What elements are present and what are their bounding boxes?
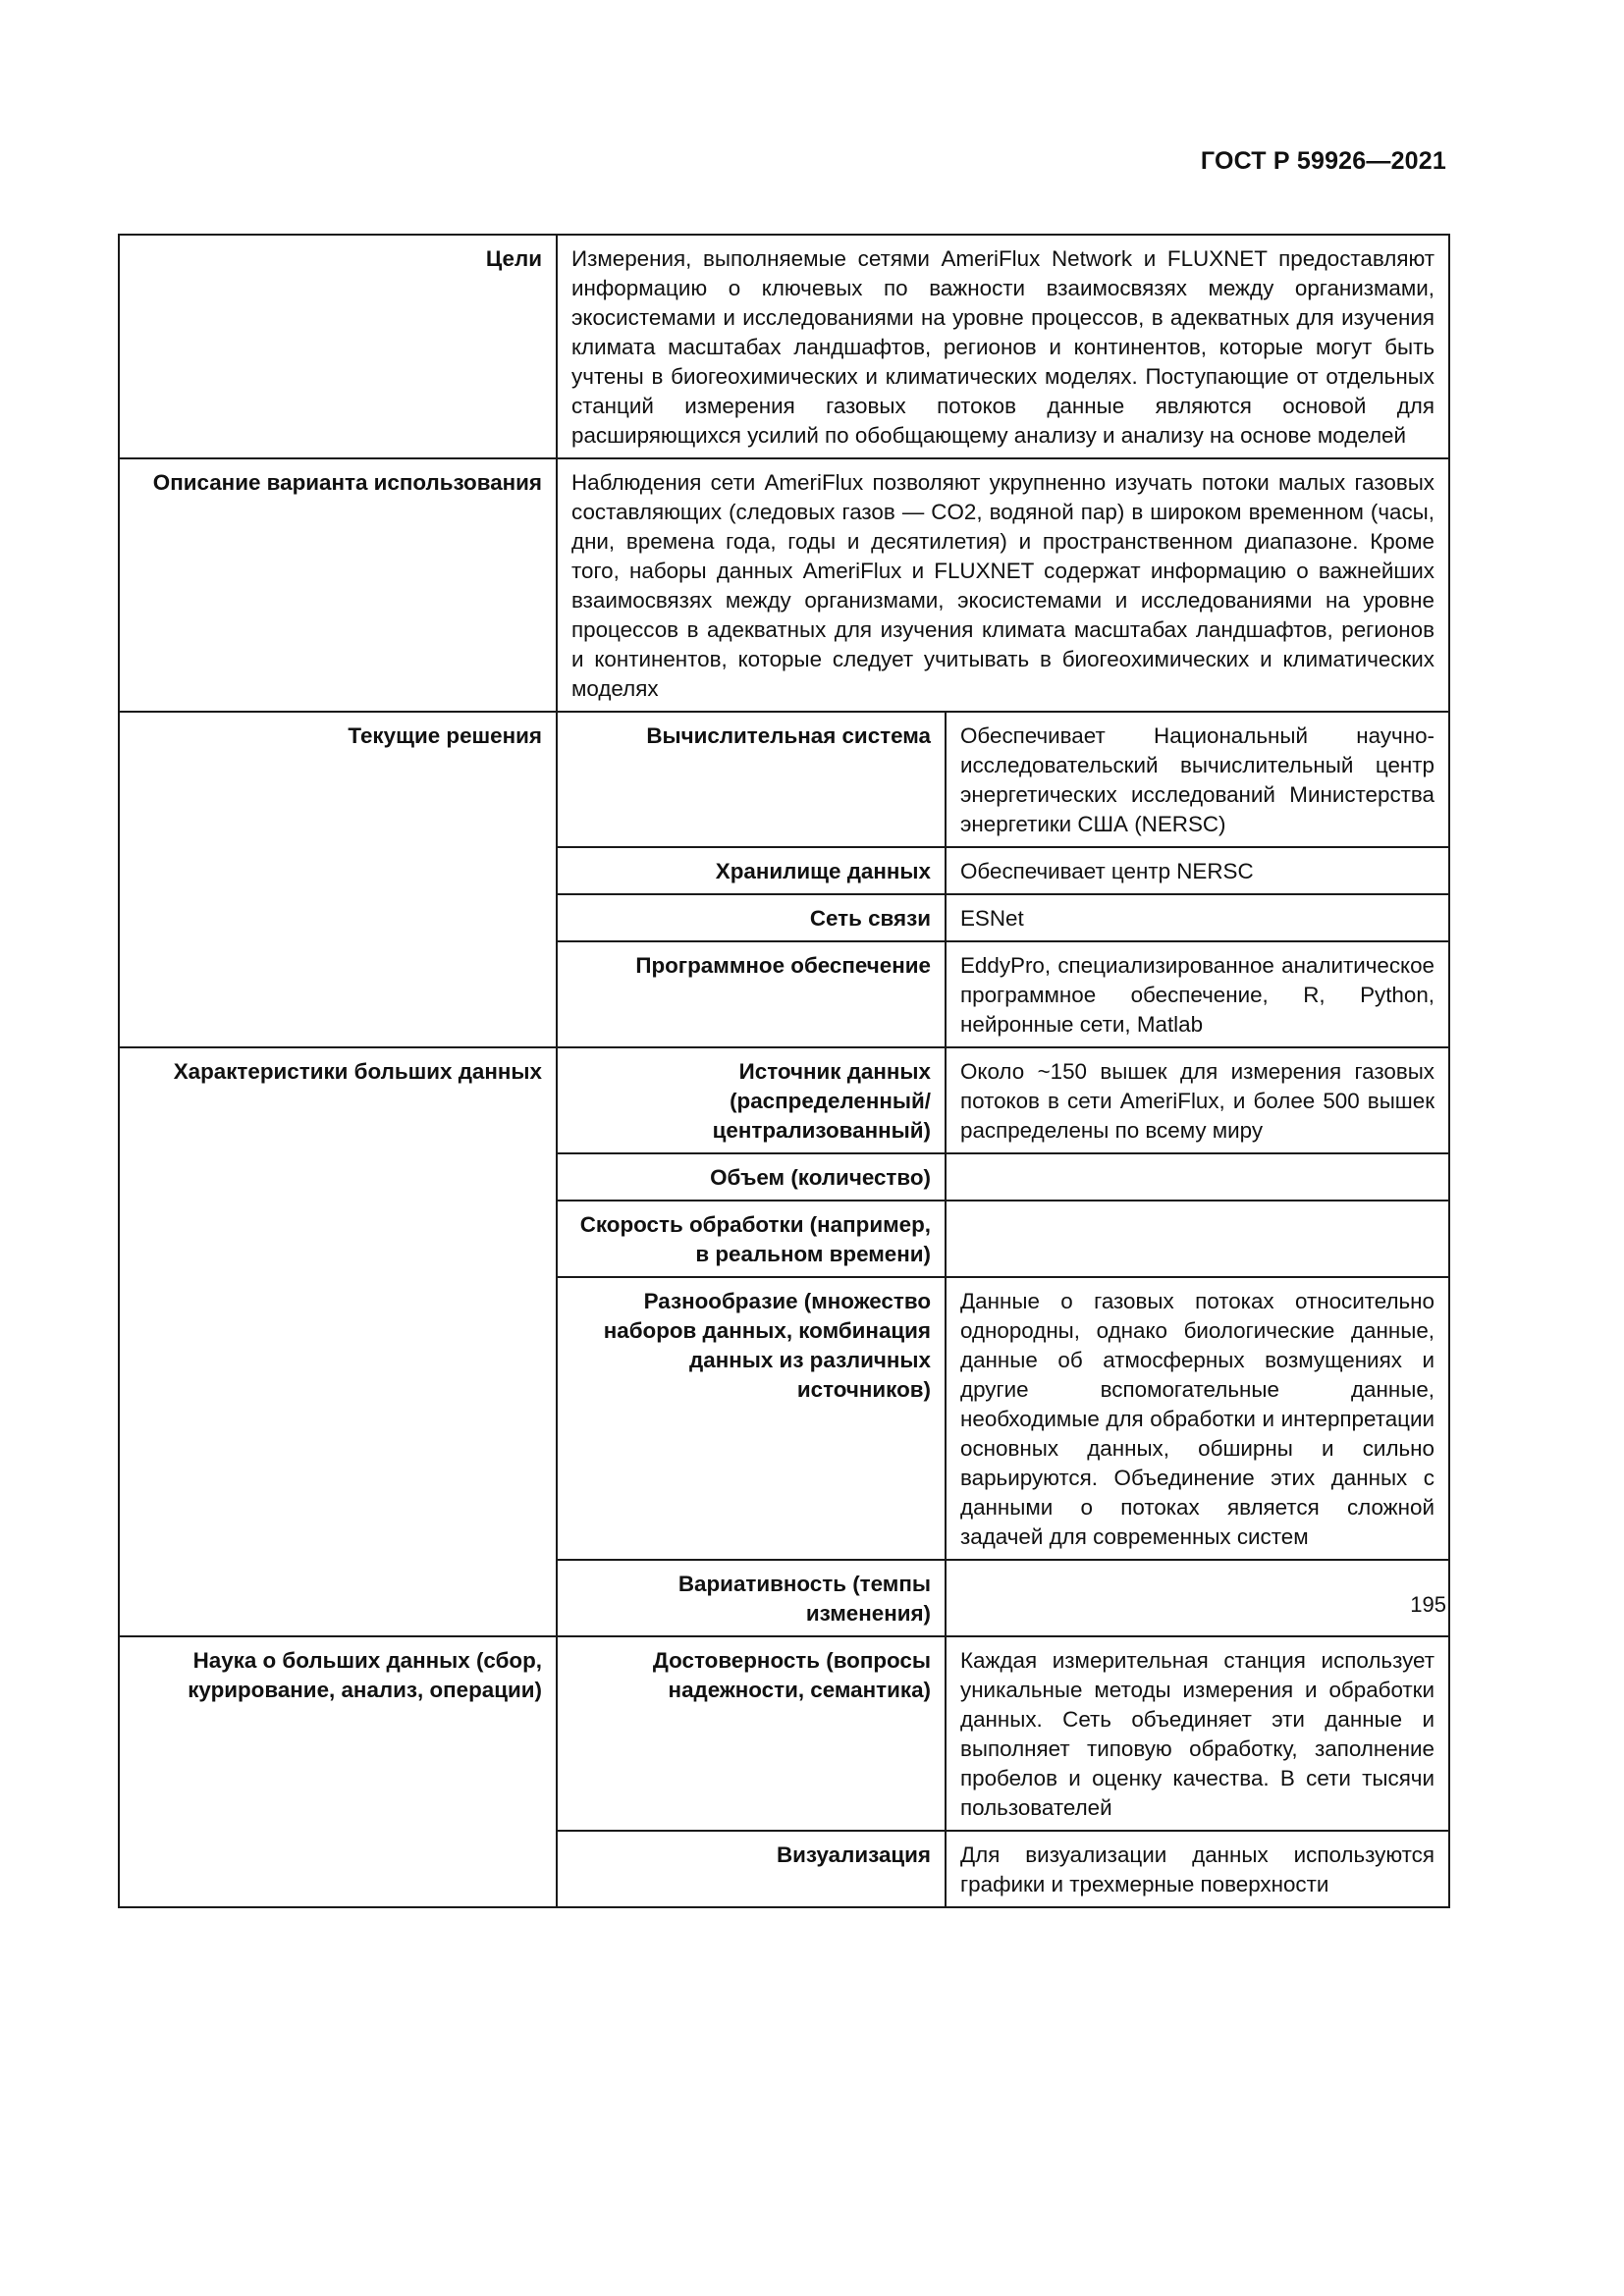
row-label-big-data: Характеристики больших данных [119, 1047, 557, 1636]
sub-value: Данные о газовых потоках относительно однородны, однако биологические данные, данные об атмосферных возмущениях и другие вспомогательные данные, необходимые для обработки и интерпретации основных данных, обширны и сильно варьируются. Объединение этих данных с данными о потоках является сложной задачей для современных систем [946, 1277, 1449, 1560]
goals-text: Измерения, выполняемые сетями AmeriFlux Network и FLUXNET предоставляют информацию о ключевых по важности взаимосвязях между организмами, экосистемами и исследованиями на уровне процессов, в адекватных для изучения климата масштабах ландшафтов, регионов и континентов, которые могут быть учтены в биогеохимических и климатических моделях. Поступающие от отдельных станций измерения газовых потоков данные являются основой для расширяющихся усилий по обобщающему анализу и анализу на основе моделей [557, 235, 1449, 458]
use-case-table [118, 234, 1450, 1908]
sub-label: Источник данных (распределенный/ централизованный) [557, 1047, 946, 1153]
sub-value [946, 1560, 1449, 1636]
table-row [119, 712, 1449, 847]
sub-label: Объем (количество) [557, 1153, 946, 1201]
sub-label: Вариативность (темпы изменения) [557, 1560, 946, 1636]
row-label-goals: Цели [119, 235, 557, 458]
sub-label: Программное обеспечение [557, 941, 946, 1047]
row-label-current-solutions: Текущие решения [119, 712, 557, 1047]
sub-label: Сеть связи [557, 894, 946, 941]
sub-label: Достоверность (вопросы надежности, семантика) [557, 1636, 946, 1831]
sub-value: Каждая измерительная станция использует уникальные методы измерения и обработки данных. Сеть объединяет эти данные и выполняет типовую обработку, заполнение пробелов и оценку качества. В сети тысячи пользователей [946, 1636, 1449, 1831]
sub-value: Обеспечивает центр NERSC [946, 847, 1449, 894]
sub-value: EddyPro, специализированное аналитическое программное обеспечение, R, Python, нейронные сети, Matlab [946, 941, 1449, 1047]
table-row [119, 1636, 1449, 1831]
row-label-science: Наука о больших данных (сбор, курирование, анализ, операции) [119, 1636, 557, 1907]
sub-value: Около ~150 вышек для измерения газовых потоков в сети AmeriFlux, и более 500 вышек распределены по всему миру [946, 1047, 1449, 1153]
sub-label: Визуализация [557, 1831, 946, 1907]
sub-value [946, 1201, 1449, 1277]
page-number: 195 [1410, 1592, 1446, 1617]
table-row [119, 458, 1449, 712]
document-code: ГОСТ Р 59926—2021 [1200, 147, 1446, 175]
sub-value: Для визуализации данных используются графики и трехмерные поверхности [946, 1831, 1449, 1907]
sub-label: Разнообразие (множество наборов данных, комбинация данных из различных источников) [557, 1277, 946, 1560]
sub-label: Хранилище данных [557, 847, 946, 894]
sub-value: Обеспечивает Национальный научно-исследовательский вычислительный центр энергетических исследований Министерства энергетики США (NERSC) [946, 712, 1449, 847]
sub-label: Вычислительная система [557, 712, 946, 847]
table-row [119, 235, 1449, 458]
sub-value: ESNet [946, 894, 1449, 941]
sub-value [946, 1153, 1449, 1201]
table-row [119, 1047, 1449, 1153]
use-case-text: Наблюдения сети AmeriFlux позволяют укрупненно изучать потоки малых газовых составляющих (следовых газов — CO2, водяной пар) в широком временном (часы, дни, времена года, годы и десятилетия) и пространственном диапазоне. Кроме того, наборы данных AmeriFlux и FLUXNET содержат информацию о важнейших взаимосвязях между организмами, экосистемами и исследованиями на уровне процессов в адекватных для изучения климата масштабах ландшафтов, регионов и континентов, которые следует учитывать в биогеохимических и климатических моделях [557, 458, 1449, 712]
row-label-use-case: Описание варианта использования [119, 458, 557, 712]
sub-label: Скорость обработки (например, в реальном времени) [557, 1201, 946, 1277]
